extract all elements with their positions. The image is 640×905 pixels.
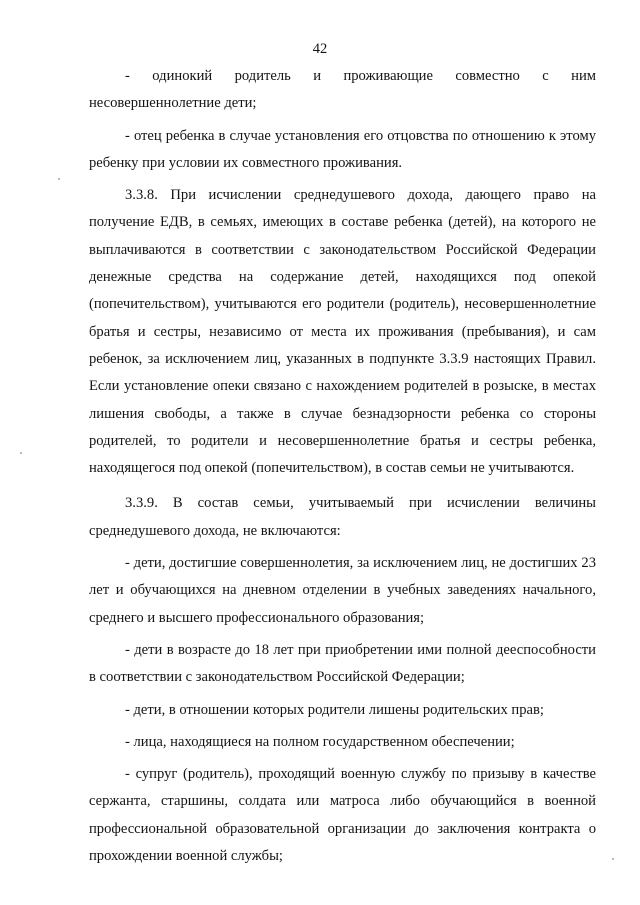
- list-item-military-service: - супруг (родитель), проходящий военную службу по призыву в качестве сержанта, старшины, солдата или матроса либо обучающийся в военной профессиональной образовательной организации до заключения контракта о прохождении военной службы;: [89, 766, 596, 865]
- page-number: 42: [312, 41, 328, 57]
- list-item-single-parent: - одинокий родитель и проживающие совместно с ним несовершеннолетние дети;: [89, 68, 596, 112]
- list-item-adult-children: - дети, достигшие совершеннолетия, за исключением лиц, не достигших 23 лет и обучающихся на дневном отделении в учебных заведениях начального, среднего и высшего профессионального образования;: [89, 555, 596, 626]
- list-item-emancipated-minors: - дети в возрасте до 18 лет при приобретении ими полной дееспособности в соответствии с законодательством Российской Федерации;: [89, 641, 596, 686]
- paragraph-3-3-9: 3.3.9. В состав семьи, учитываемый при исчислении величины среднедушевого дохода, не включаются:: [89, 495, 596, 539]
- scan-speck: [58, 178, 60, 180]
- document-body: [89, 63, 596, 870]
- list-item-state-support: - лица, находящиеся на полном государственном обеспечении;: [125, 733, 515, 750]
- list-item-father: - отец ребенка в случае установления его отцовства по отношению к этому ребенку при условии их совместного проживания.: [89, 127, 596, 171]
- list-item-deprived-rights: - дети, в отношении которых родители лишены родительских прав;: [125, 701, 544, 718]
- scan-speck: [20, 452, 22, 454]
- paragraph-3-3-8: 3.3.8. При исчислении среднедушевого дохода, дающего право на получение ЕДВ, в семьях, имеющих в составе ребенка (детей), на которого не выплачиваются в соответствии с законодательством Российской Федерации денежные средства на содержание детей, находящихся под опекой (попечительством), учитываются его родители (родитель), несовершеннолетние братья и сестры, независимо от места их проживания (пребывания), и сам ребенок, за исключением лиц, указанных в подпункте 3.3.9 настоящих Правил. Если установление опеки связано с нахождением родителей в розыске, в местах лишения свободы, а также в случае безнадзорности ребенка со стороны родителей, то родители и несовершеннолетние братья и сестры ребенка, находящегося под опекой (попечительством), в состав семьи не учитываются.: [89, 187, 596, 477]
- scan-speck: [612, 858, 614, 860]
